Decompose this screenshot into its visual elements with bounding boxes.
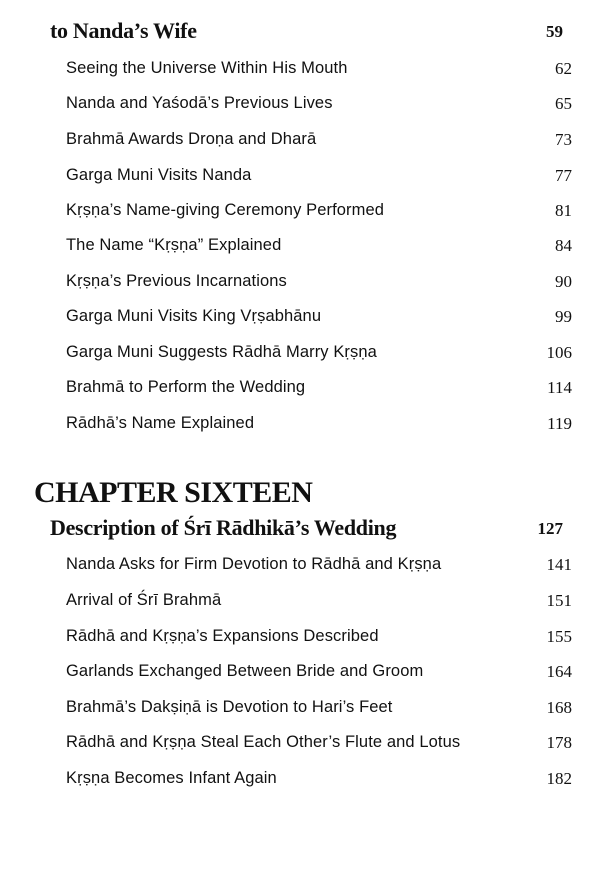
toc-entry-page: 84 [555, 236, 572, 255]
toc-entry-page: 155 [546, 627, 572, 646]
toc-entry[interactable] [66, 662, 572, 686]
toc-entry[interactable] [66, 627, 572, 651]
toc-entry[interactable] [66, 236, 572, 260]
toc-entry-page: 141 [546, 555, 572, 574]
toc-entry[interactable] [66, 343, 572, 367]
toc-entry-title: Garga Muni Visits King Vṛṣabhānu [66, 307, 322, 325]
toc-entry-page: 106 [546, 343, 572, 362]
toc-entry[interactable] [66, 698, 572, 722]
toc-entry-title: Garga Muni Visits Nanda [66, 166, 252, 184]
toc-entry-title: Brahmā to Perform the Wedding [66, 378, 306, 396]
toc-entry[interactable] [66, 591, 572, 615]
toc-entry-title: Garlands Exchanged Between Bride and Groom [66, 662, 424, 680]
toc-entry-title: Rādhā and Kṛṣṇa’s Expansions Described [66, 627, 379, 645]
toc-entry-title: Seeing the Universe Within His Mouth [66, 59, 348, 77]
toc-entry[interactable] [66, 94, 572, 118]
toc-entry-title: Kṛṣṇa’s Name-giving Ceremony Performed [66, 201, 385, 219]
toc-entry-page: 65 [555, 94, 572, 113]
toc-entry-title: Brahmā’s Dakṣiṇā is Devotion to Hari’s Feet [66, 698, 393, 716]
toc-entry[interactable] [66, 166, 572, 190]
toc-entry[interactable] [66, 201, 572, 225]
chapter-heading: CHAPTER SIXTEEN [34, 476, 313, 509]
toc-entry-page: 90 [555, 272, 572, 291]
toc-entry-page: 73 [555, 130, 572, 149]
toc-entry-title: Nanda and Yaśodā’s Previous Lives [66, 94, 333, 112]
toc-entry[interactable] [66, 130, 572, 154]
toc-entry-page: 77 [555, 166, 572, 185]
toc-entry-page: 164 [546, 662, 572, 681]
toc-entry-title: Rādhā’s Name Explained [66, 414, 255, 432]
toc-entry-page: 178 [546, 733, 572, 752]
chapter-page-number: 127 [537, 519, 563, 538]
toc-entry[interactable] [66, 769, 572, 793]
toc-entry[interactable] [66, 733, 572, 757]
toc-entry[interactable] [66, 59, 572, 83]
toc-entry-title: Rādhā and Kṛṣṇa Steal Each Other’s Flute and Lotus [66, 733, 461, 751]
toc-entry[interactable] [66, 272, 572, 296]
section-page-number: 59 [546, 22, 563, 41]
toc-entry[interactable] [66, 307, 572, 331]
toc-entry-title: Brahmā Awards Droṇa and Dharā [66, 130, 317, 148]
toc-entry-page: 62 [555, 59, 572, 78]
section-title: to Nanda’s Wife [50, 18, 197, 43]
toc-entry-page: 151 [546, 591, 572, 610]
toc-entry-page: 81 [555, 201, 572, 220]
chapter-title: Description of Śrī Rādhikā’s Wedding [50, 515, 397, 540]
toc-entry-page: 114 [547, 378, 572, 397]
toc-entry[interactable] [66, 414, 572, 438]
toc-entry[interactable] [66, 378, 572, 402]
toc-entry-page: 168 [546, 698, 572, 717]
toc-entry-page: 119 [547, 414, 572, 433]
toc-entry-title: Arrival of Śrī Brahmā [66, 591, 222, 609]
toc-entry[interactable] [66, 555, 572, 579]
toc-entry-title: Nanda Asks for Firm Devotion to Rādhā and Kṛṣṇa [66, 555, 442, 573]
toc-entry-page: 182 [546, 769, 572, 788]
toc-entry-page: 99 [555, 307, 572, 326]
toc-entry-title: Garga Muni Suggests Rādhā Marry Kṛṣṇa [66, 343, 377, 361]
toc-entry-title: Kṛṣṇa Becomes Infant Again [66, 769, 277, 787]
toc-entry-title: The Name “Kṛṣṇa” Explained [66, 236, 282, 254]
toc-entry-title: Kṛṣṇa’s Previous Incarnations [66, 272, 287, 290]
